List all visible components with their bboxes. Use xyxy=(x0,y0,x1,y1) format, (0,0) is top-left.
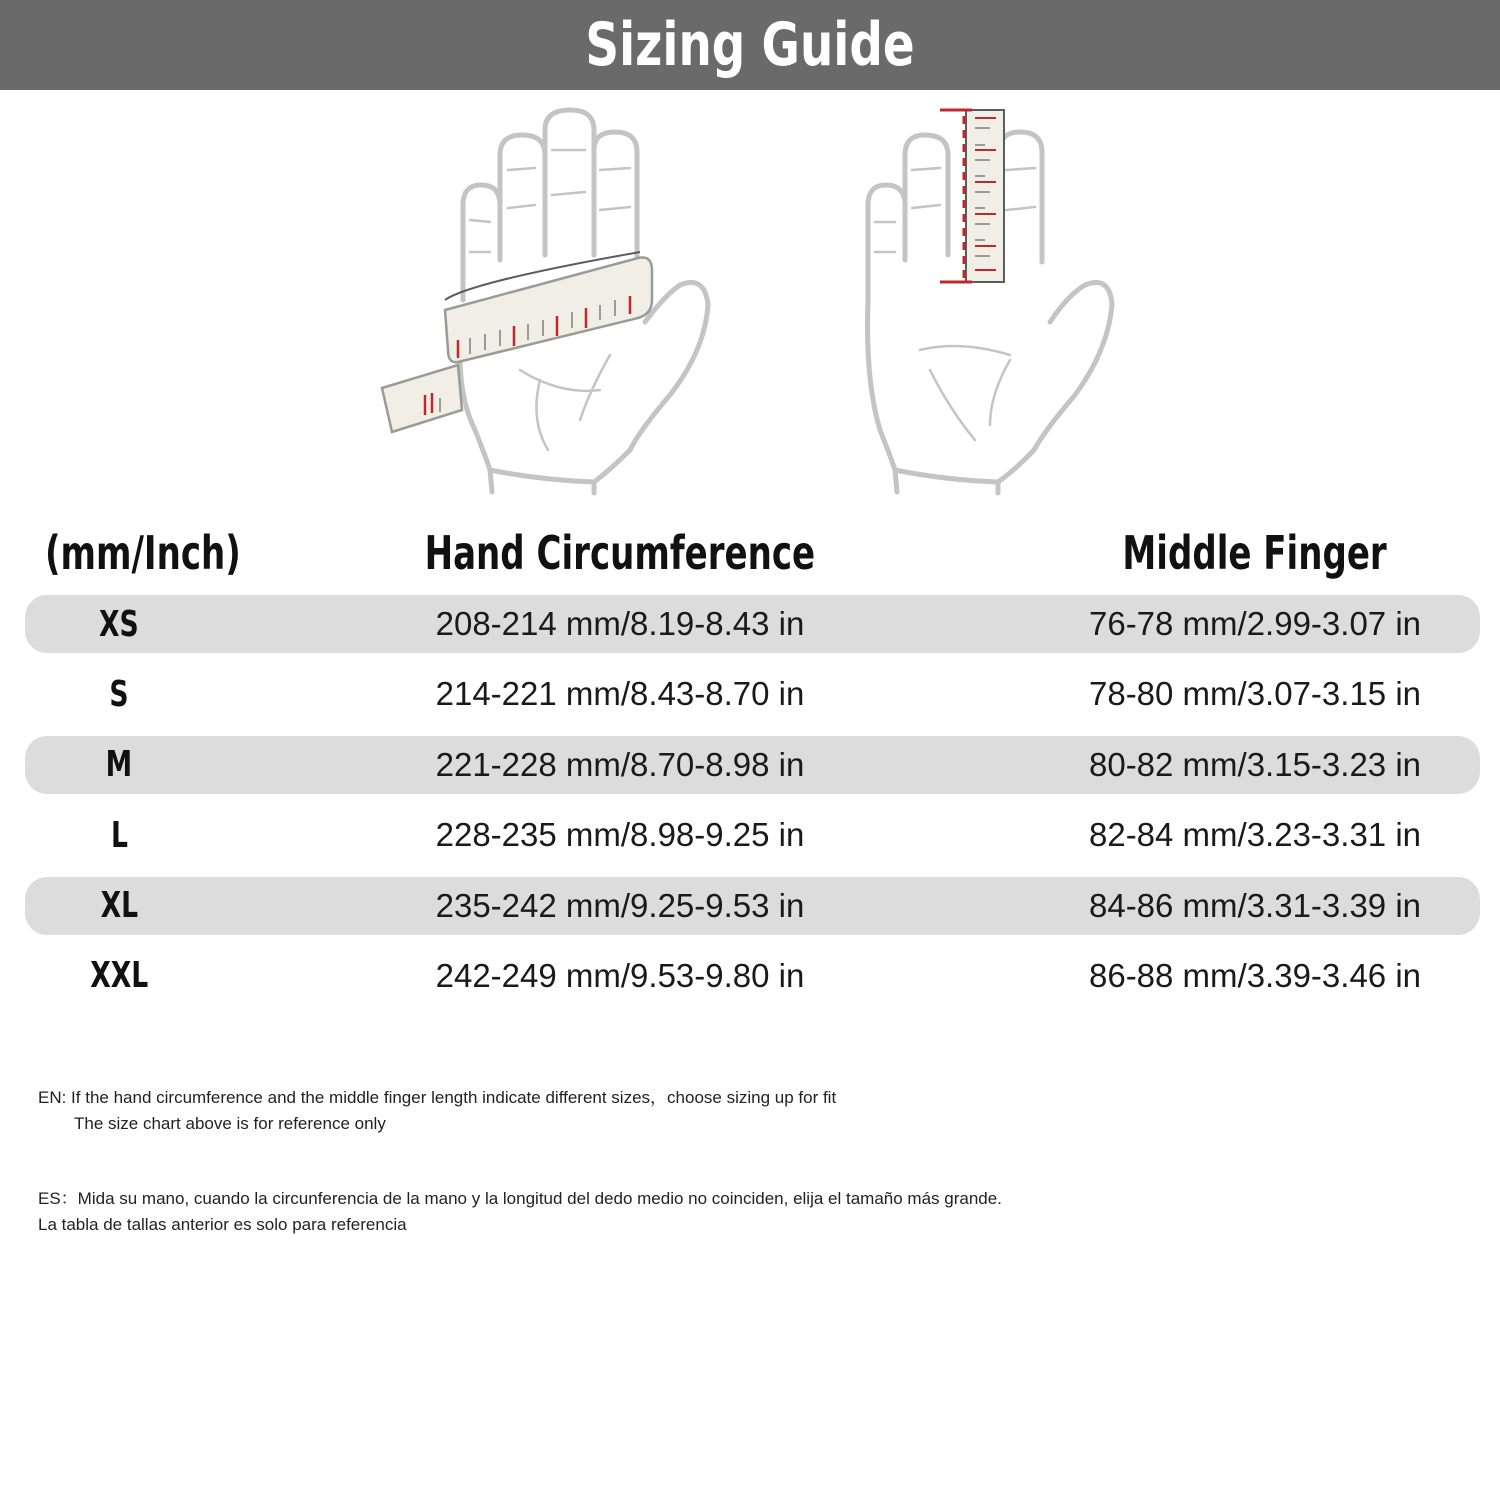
size-label: XL xyxy=(100,885,138,927)
size-cell xyxy=(69,806,169,864)
measurement-illustration xyxy=(370,100,1130,500)
spanish-note-line-2: La tabla de tallas anterior es solo para referencia xyxy=(38,1215,407,1234)
size-label: XS xyxy=(99,603,139,645)
hand-cell: 221-228 mm/8.70-8.98 in xyxy=(435,745,805,783)
table-row xyxy=(25,947,1480,1017)
header-bar xyxy=(0,0,1500,90)
size-label: M xyxy=(105,744,133,786)
size-cell xyxy=(69,595,169,653)
spanish-note xyxy=(38,1186,1002,1238)
size-table xyxy=(25,595,1480,1017)
english-note-line-1: EN: If the hand circumference and the middle finger length indicate different sizes，choose sizing up for fit xyxy=(38,1088,837,1107)
size-label: S xyxy=(109,673,129,715)
finger-cell: 86-88 mm/3.39-3.46 in xyxy=(1088,956,1421,994)
size-cell xyxy=(69,877,169,935)
finger-cell: 84-86 mm/3.31-3.39 in xyxy=(1088,886,1421,924)
finger-cell: 80-82 mm/3.15-3.23 in xyxy=(1088,745,1421,783)
finger-header-text: Middle Finger xyxy=(1122,526,1388,580)
unit-label xyxy=(45,522,245,584)
hand-cell: 214-221 mm/8.43-8.70 in xyxy=(435,675,805,713)
table-row xyxy=(25,595,1480,665)
english-note xyxy=(38,1085,836,1137)
finger-cell: 78-80 mm/3.07-3.15 in xyxy=(1088,675,1421,713)
size-cell xyxy=(69,665,169,723)
finger-cell: 76-78 mm/2.99-3.07 in xyxy=(1088,605,1421,642)
table-row xyxy=(25,877,1480,947)
column-header-hand-circumference xyxy=(370,522,870,584)
hand-cell: 208-214 mm/8.19-8.43 in xyxy=(435,605,805,642)
english-note-line-2: The size chart above is for reference only xyxy=(74,1114,386,1133)
hand-cell: 235-242 mm/9.25-9.53 in xyxy=(435,886,805,924)
table-row xyxy=(25,806,1480,876)
column-header-middle-finger xyxy=(1010,522,1500,584)
table-row xyxy=(25,736,1480,806)
hand-cell: 242-249 mm/9.53-9.80 in xyxy=(435,956,805,994)
size-cell xyxy=(69,947,169,1005)
unit-label-text: (mm/Inch) xyxy=(45,526,241,580)
size-label: XXL xyxy=(89,955,149,997)
table-row xyxy=(25,665,1480,735)
size-cell xyxy=(69,736,169,794)
finger-cell: 82-84 mm/3.23-3.31 in xyxy=(1088,816,1421,854)
measuring-tape-icon xyxy=(382,252,652,432)
page-title: Sizing Guide xyxy=(585,10,915,80)
spanish-note-line-1: ES：Mida su mano, cuando la circunferencia de la mano y la longitud del dedo medio no coinciden, elija el tamaño más grande. xyxy=(38,1189,1002,1208)
size-label: L xyxy=(110,814,128,856)
hand-header-text: Hand Circumference xyxy=(424,526,816,580)
hand-cell: 228-235 mm/8.98-9.25 in xyxy=(435,816,805,854)
